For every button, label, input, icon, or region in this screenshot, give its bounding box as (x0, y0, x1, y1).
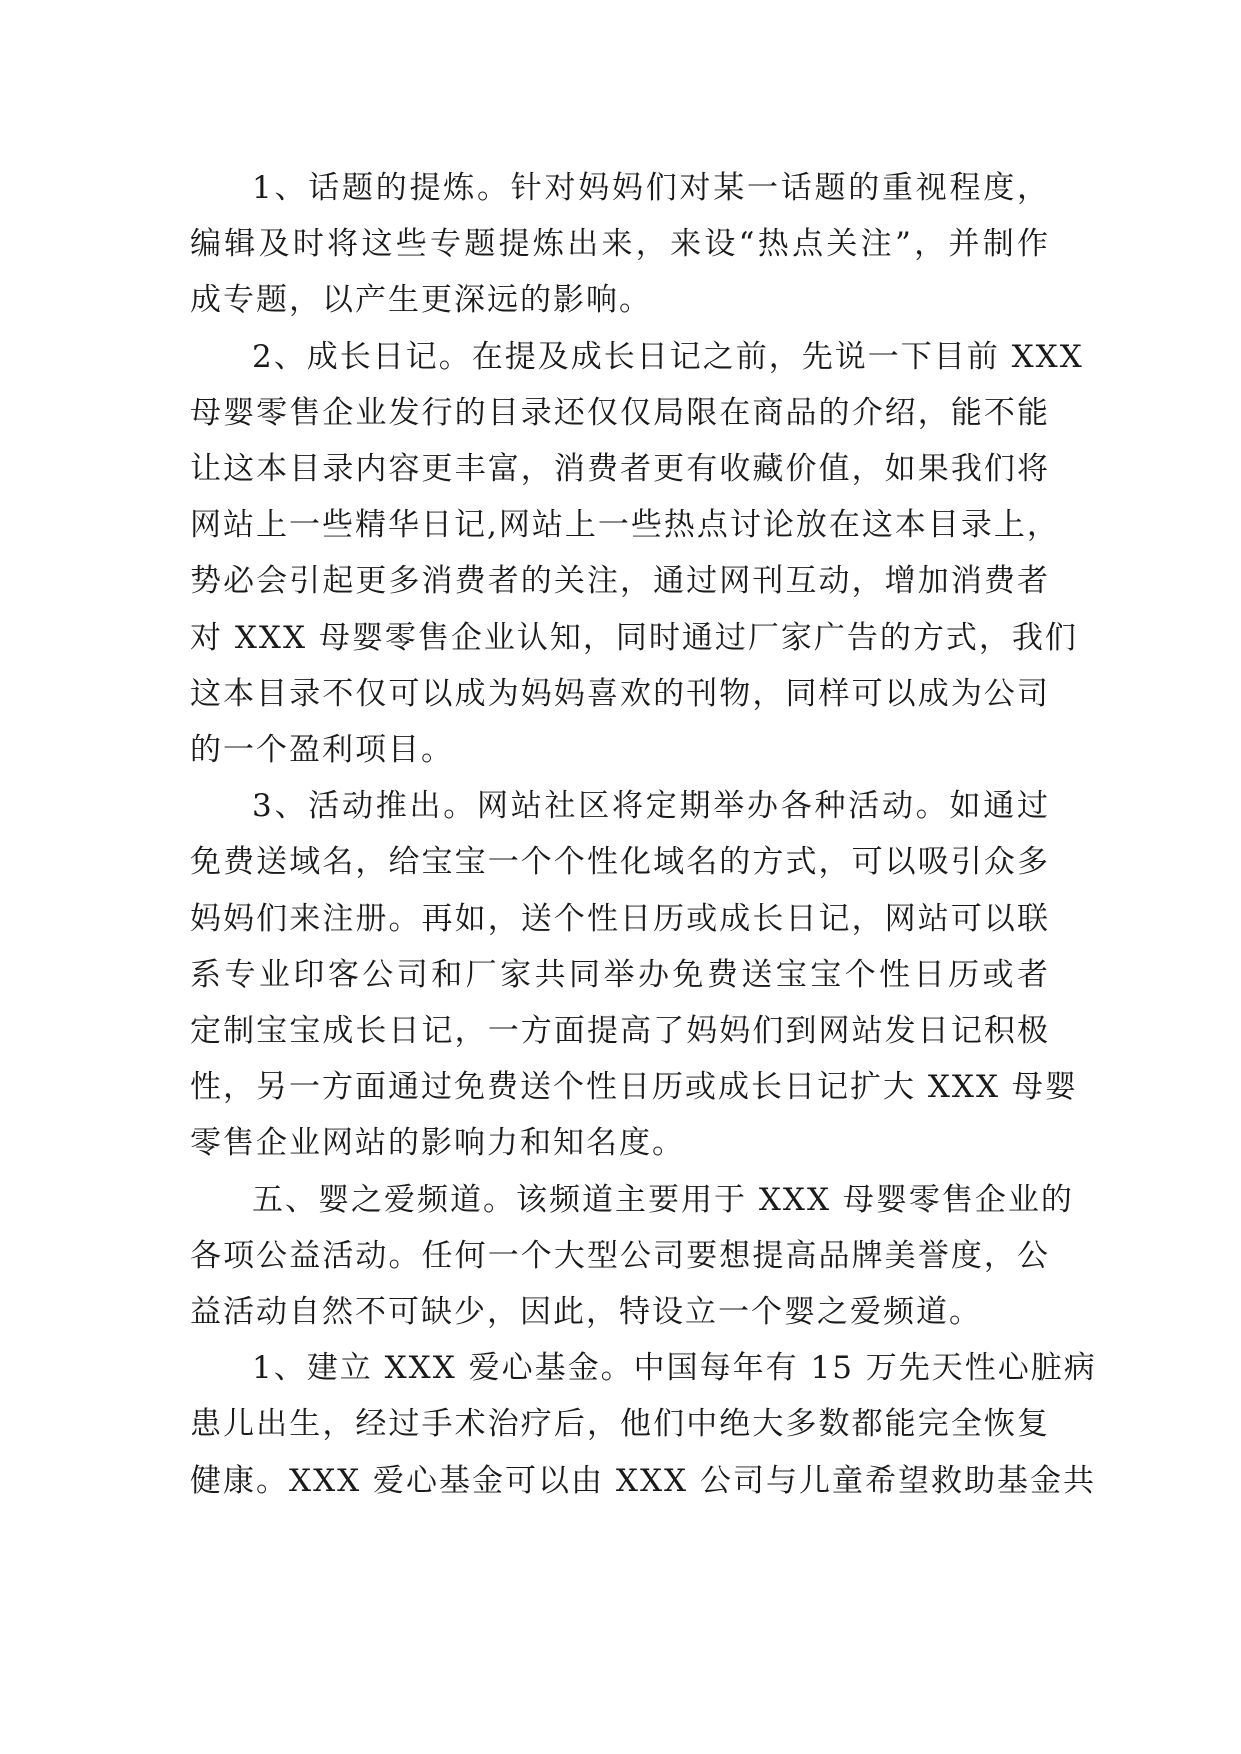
text-line: 成专题，以产生更深远的影响。 (190, 282, 652, 319)
text-line: 让这本目录内容更丰富，消费者更有收藏价值，如果我们将 (190, 451, 1050, 488)
paragraph-growth-diary (190, 329, 1084, 779)
text-line: 编辑及时将这些专题提炼出来，来设“热点关注”，并制作 (190, 226, 1050, 263)
text-line: 这本目录不仅可以成为妈妈喜欢的刊物，同样可以成为公司 (190, 675, 1050, 712)
text-line: 的一个盈利项目。 (190, 732, 454, 769)
paragraph-activities (190, 778, 1078, 1171)
text-line: 1、建立 XXX 爱心基金。中国每年有 15 万先天性心脏病 (252, 1350, 1097, 1387)
text-line: 性，另一方面通过免费送个性日历或成长日记扩大 XXX 母婴 (190, 1069, 1078, 1106)
text-line: 益活动自然不可缺少，因此，特设立一个婴之爱频道。 (190, 1294, 982, 1331)
text-line: 五、婴之爱频道。该频道主要用于 XXX 母婴零售企业的 (252, 1181, 1074, 1218)
text-line: 网站上一些精华日记,网站上一些热点讨论放在这本目录上， (190, 507, 1060, 544)
text-line: 2、成长日记。在提及成长日记之前，先说一下目前 XXX (252, 338, 1084, 375)
text-line: 3、活动推出。网站社区将定期举办各种活动。如通过 (252, 788, 1050, 825)
text-line: 妈妈们来注册。再如，送个性日历或成长日记，网站可以联 (190, 900, 1050, 937)
text-line: 免费送域名，给宝宝一个个性化域名的方式，可以吸引众多 (190, 844, 1050, 881)
text-line: 系专业印客公司和厂家共同举办免费送宝宝个性日历或者 (190, 956, 1050, 993)
text-line: 各项公益活动。任何一个大型公司要想提高品牌美誉度，公 (190, 1237, 1050, 1274)
text-line: 定制宝宝成长日记，一方面提高了妈妈们到网站发日记积极 (190, 1013, 1050, 1050)
paragraph-topic-refinement (190, 160, 1050, 329)
text-line: 1、话题的提炼。针对妈妈们对某一话题的重视程度， (252, 170, 1050, 206)
text-line: 患儿出生，经过手术治疗后，他们中绝大多数都能完全恢复 (190, 1406, 1050, 1443)
paragraph-charity-fund (190, 1340, 1097, 1509)
text-line: 健康。XXX 爱心基金可以由 XXX 公司与儿童希望救助基金共 (190, 1462, 1096, 1499)
text-line: 对 XXX 母婴零售企业认知，同时通过厂家广告的方式，我们 (190, 619, 1078, 656)
text-line: 母婴零售企业发行的目录还仅仅局限在商品的介绍，能不能 (190, 394, 1050, 431)
paragraph-love-channel (190, 1172, 1074, 1341)
text-line: 零售企业网站的影响力和知名度。 (190, 1125, 685, 1162)
text-line: 势必会引起更多消费者的关注，通过网刊互动，增加消费者 (190, 563, 1050, 600)
document-body (190, 160, 1097, 1509)
